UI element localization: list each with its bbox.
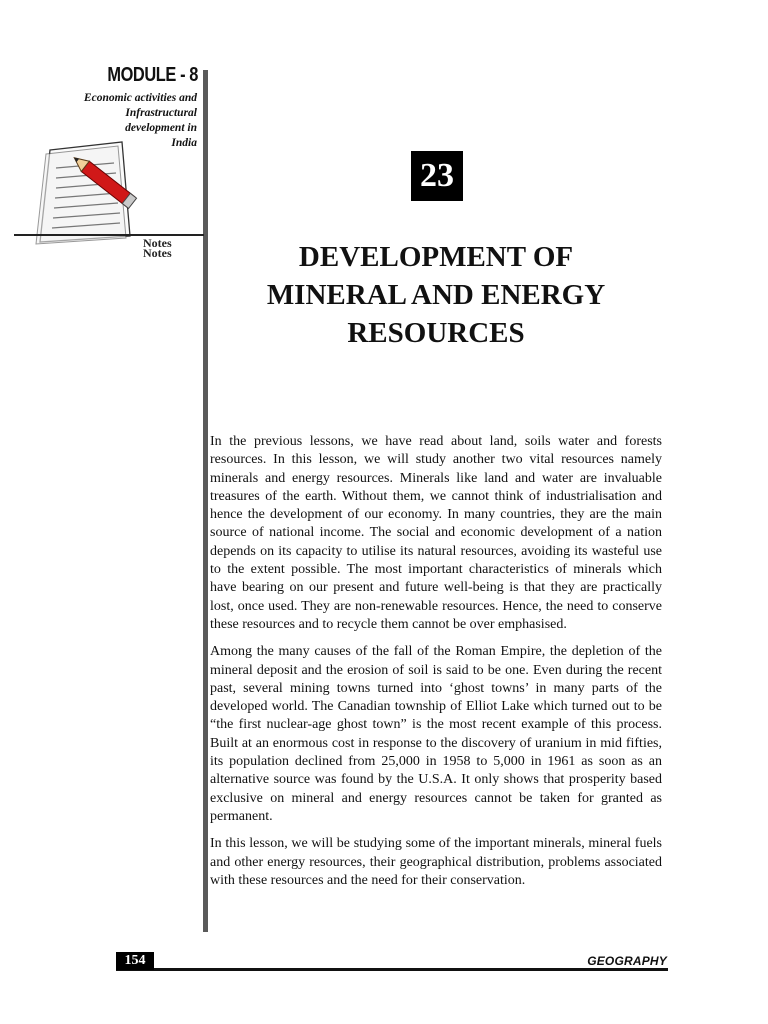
page-number: 154 [116,952,154,970]
paragraph: In the previous lessons, we have read about land, soils water and forests resources. In this lesson, we will study another two vital resources namely minerals and energy resources. Minerals like land and water are invaluable treasures of the earth. Without them, we cannot think of industrialisation and hence the development of our economy. In many countries, they are the main source of national income. The social and economic development of a nation depends on its capacity to utilise its natural resources, avoiding its wasteful use to the extent possible. The most important characteristics of minerals which have bearing on our present and future well-being is that they are practically lost, once used. They are non-renewable resources. Hence, the need to conserve these resources and to recycle them cannot be over emphasised. [210,434,662,632]
footer-rule [116,968,668,971]
module-subtitle-line: development in [125,122,197,134]
notes-label-text: Notes [143,236,172,250]
module-subtitle-line: Infrastructural [125,107,197,119]
notes-divider [14,234,204,236]
notes-label [143,238,172,258]
module-title: MODULE - 8 [107,64,198,86]
chapter-number-badge: 23 [411,151,463,201]
chapter-title-line: RESOURCES [347,317,525,349]
margin-divider [203,70,208,932]
chapter-title [226,238,646,352]
notes-label-text: Notes [143,246,172,260]
paragraph: In this lesson, we will be studying some of the important minerals, mineral fuels and other energy resources, their geographical distribution, problems associated with these resources and the need for their conservation. [210,836,662,888]
notepad-pencil-icon [30,138,148,248]
module-subtitle-line: Economic activities and [83,92,197,104]
chapter-title-line: DEVELOPMENT OF [298,241,574,273]
module-subtitle-line: India [171,137,197,149]
footer-subject: GEOGRAPHY [587,954,667,968]
paragraph: Among the many causes of the fall of the Roman Empire, the depletion of the mineral deposit and the erosion of soil is said to be one. Even during the recent past, several mining towns turned into ‘ghost towns’ in many parts of the developed world. The Canadian township of Elliot Lake which turned out to be “the first nuclear-age ghost town” is the most recent example of this process. Built at an enormous cost in response to the discovery of uranium in mid fifties, its population declined from 25,000 in 1958 to 5,000 in 1961 as soon as an alternative source was found by the U.S.A. It only shows that prosperity based exclusive on mineral and energy resources cannot be taken for granted as permanent. [210,644,662,824]
body-text [210,433,662,899]
chapter-title-line: MINERAL AND ENERGY [266,279,606,311]
